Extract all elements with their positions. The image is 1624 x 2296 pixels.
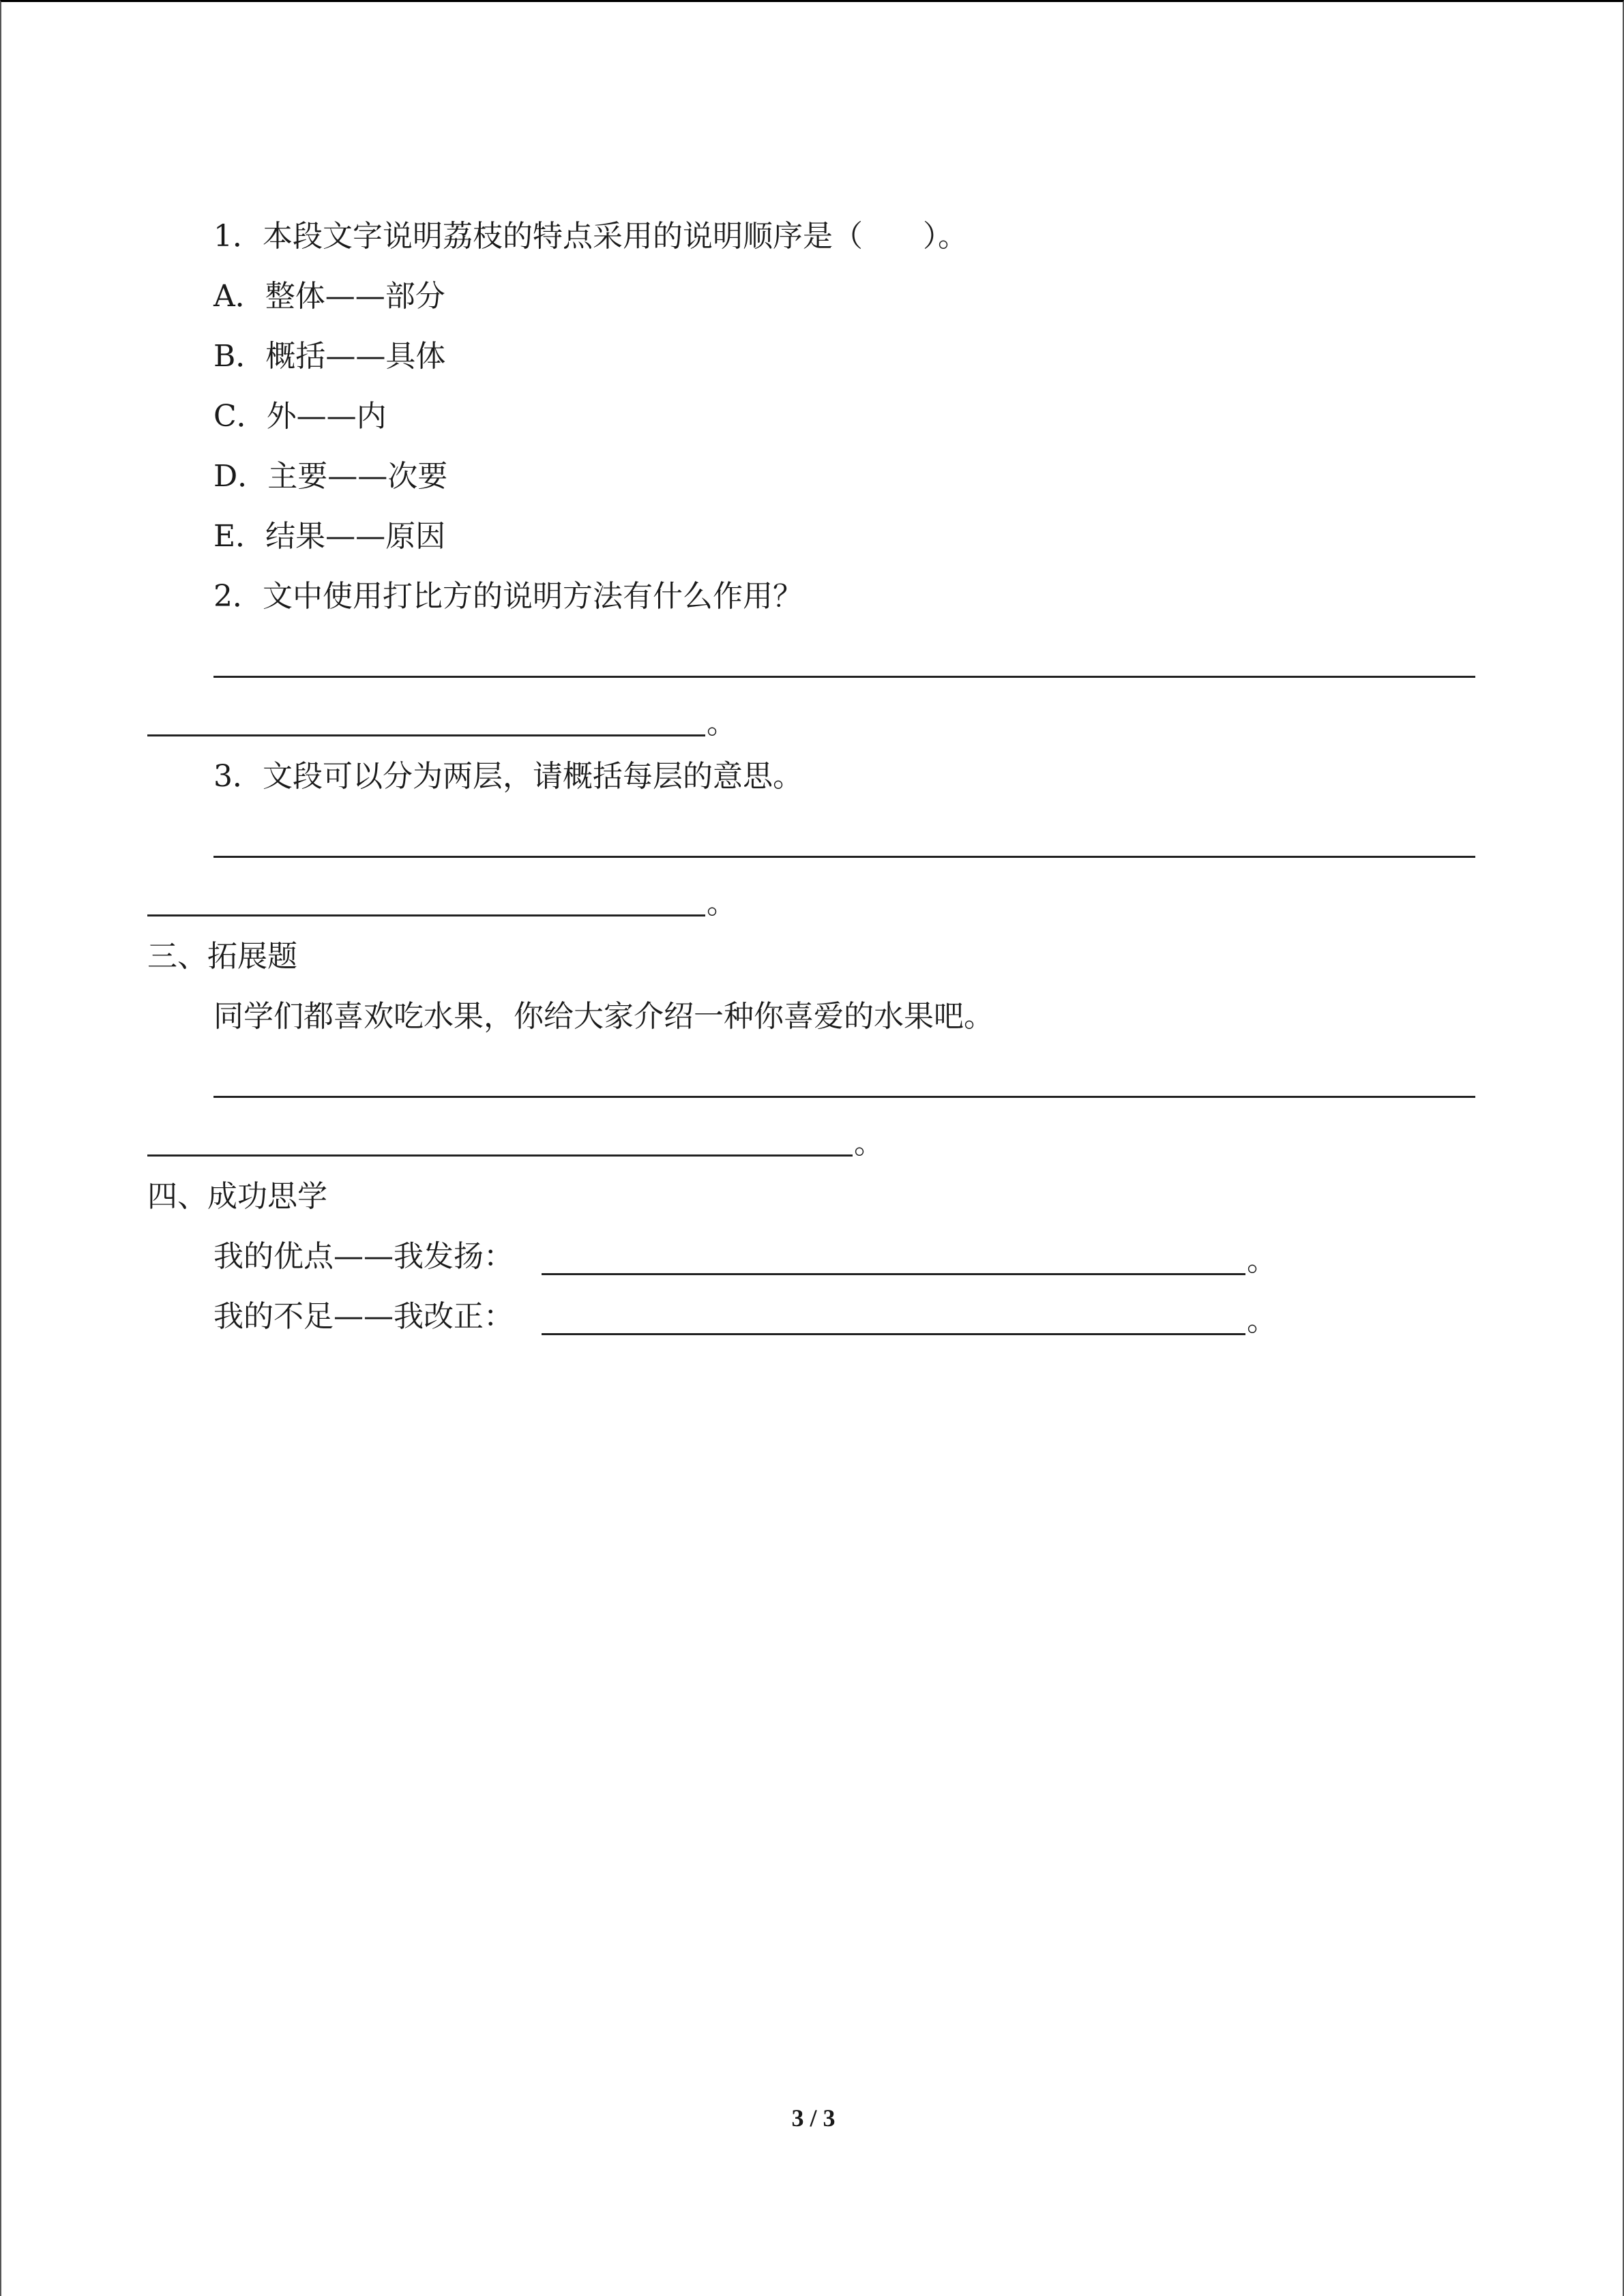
section-4-heading: 四、成功思学 bbox=[147, 1179, 327, 1214]
section-3-answer-line-2[interactable] bbox=[147, 1154, 853, 1157]
weakness-answer-line[interactable] bbox=[542, 1333, 1245, 1335]
page-number: 3 / 3 bbox=[791, 2104, 836, 2132]
q2-answer-line-1[interactable] bbox=[213, 676, 1475, 678]
weakness-row-label: 我的不足——我改正： bbox=[213, 1299, 514, 1334]
q3-answer-line-1[interactable] bbox=[213, 856, 1475, 858]
strength-row-label: 我的优点——我发扬： bbox=[213, 1239, 514, 1274]
question-1-stem: 1．本段文字说明荔枝的特点采用的说明顺序是（ ）。 bbox=[213, 219, 968, 254]
option-b: B．概括——具体 bbox=[213, 339, 446, 374]
q3-end-mark: 。 bbox=[707, 886, 737, 921]
q3-answer-line-2[interactable] bbox=[147, 914, 705, 916]
section-3-prompt: 同学们都喜欢吃水果，你给大家介绍一种你喜爱的水果吧。 bbox=[213, 999, 994, 1034]
strength-end-mark: 。 bbox=[1247, 1243, 1277, 1278]
option-e: E．结果——原因 bbox=[213, 519, 446, 554]
option-c: C．外——内 bbox=[213, 399, 387, 434]
option-d: D．主要——次要 bbox=[213, 459, 448, 494]
section-3-end-mark: 。 bbox=[854, 1126, 884, 1161]
strength-answer-line[interactable] bbox=[542, 1273, 1245, 1275]
q2-end-mark: 。 bbox=[707, 706, 737, 741]
q2-answer-line-2[interactable] bbox=[147, 734, 705, 736]
question-2-stem: 2．文中使用打比方的说明方法有什么作用？ bbox=[213, 579, 803, 614]
weakness-end-mark: 。 bbox=[1247, 1303, 1277, 1338]
section-3-heading: 三、拓展题 bbox=[147, 939, 297, 974]
question-3-stem: 3．文段可以分为两层，请概括每层的意思。 bbox=[213, 759, 803, 794]
section-3-answer-line-1[interactable] bbox=[213, 1096, 1475, 1098]
option-a: A．整体——部分 bbox=[213, 279, 445, 314]
